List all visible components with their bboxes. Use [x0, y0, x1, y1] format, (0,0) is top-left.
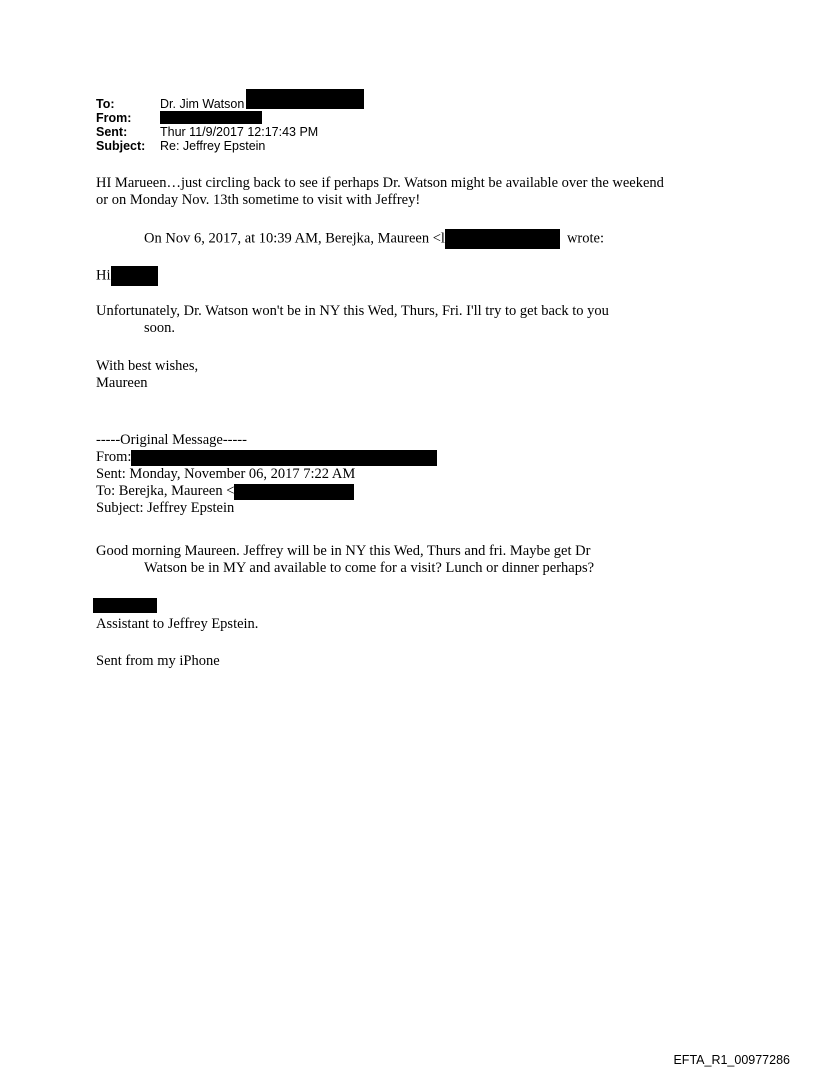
- greeting-line: [96, 266, 158, 286]
- reply-paragraph: [96, 175, 664, 209]
- subject-row: [96, 139, 364, 153]
- signer-name: Maureen: [96, 375, 148, 391]
- sent-from-line: Sent from my iPhone: [96, 653, 220, 669]
- email-header: [96, 97, 364, 153]
- from-row: [96, 111, 364, 125]
- original-message-header: [96, 432, 437, 517]
- original-to-line: [96, 483, 437, 500]
- to-label: To:: [96, 97, 115, 111]
- closing-text: With best wishes,: [96, 358, 199, 374]
- subject-value: Re: Jeffrey Epstein: [160, 139, 266, 153]
- original-from-label: From:: [96, 449, 132, 465]
- signature-title: Assistant to Jeffrey Epstein.: [96, 616, 259, 632]
- maureen-line-2: soon.: [144, 320, 176, 336]
- original-message-body: [96, 543, 594, 577]
- closing-block: [96, 358, 198, 392]
- from-label: From:: [96, 111, 132, 125]
- reply-line-2: or on Monday Nov. 13th sometime to visit with Jeffrey!: [96, 192, 421, 208]
- maureen-paragraph: [96, 303, 609, 337]
- original-separator: -----Original Message-----: [96, 432, 247, 448]
- redaction-signature-name: [93, 598, 157, 613]
- document-id: EFTA_R1_00977286: [673, 1053, 790, 1067]
- greeting-text: Hi: [96, 267, 111, 284]
- reply-line-1: HI Marueen…just circling back to see if perhaps Dr. Watson might be available over the weekend: [96, 175, 664, 191]
- quote-intro: [144, 229, 604, 249]
- redaction-maureen-email: [445, 229, 560, 249]
- original-to-label: To: Berejka, Maureen <: [96, 483, 235, 499]
- original-msg-line-2: Watson be in MY and available to come for a visit? Lunch or dinner perhaps?: [144, 560, 595, 576]
- sent-label: Sent:: [96, 125, 128, 139]
- sent-row: [96, 125, 364, 139]
- redaction-to-email: [246, 89, 364, 109]
- redaction-original-to: [234, 484, 354, 500]
- original-sent-line: Sent: Monday, November 06, 2017 7:22 AM: [96, 466, 356, 482]
- original-subject-line: Subject: Jeffrey Epstein: [96, 500, 235, 516]
- subject-label: Subject:: [96, 139, 146, 153]
- quote-intro-wrote: wrote:: [566, 230, 604, 247]
- redaction-from: [160, 111, 262, 124]
- to-value: Dr. Jim Watson: [160, 97, 245, 111]
- maureen-line-1: Unfortunately, Dr. Watson won't be in NY this Wed, Thurs, Fri. I'll try to get back to you: [96, 303, 609, 319]
- redaction-original-from: [131, 450, 437, 466]
- redaction-greeting-name: [111, 266, 158, 286]
- quote-intro-text: On Nov 6, 2017, at 10:39 AM, Berejka, Maureen <l: [144, 230, 445, 247]
- original-msg-line-1: Good morning Maureen. Jeffrey will be in NY this Wed, Thurs and fri. Maybe get Dr: [96, 543, 591, 559]
- to-row: [96, 97, 364, 111]
- original-from-line: [96, 449, 437, 466]
- sent-value: Thur 11/9/2017 12:17:43 PM: [160, 125, 319, 139]
